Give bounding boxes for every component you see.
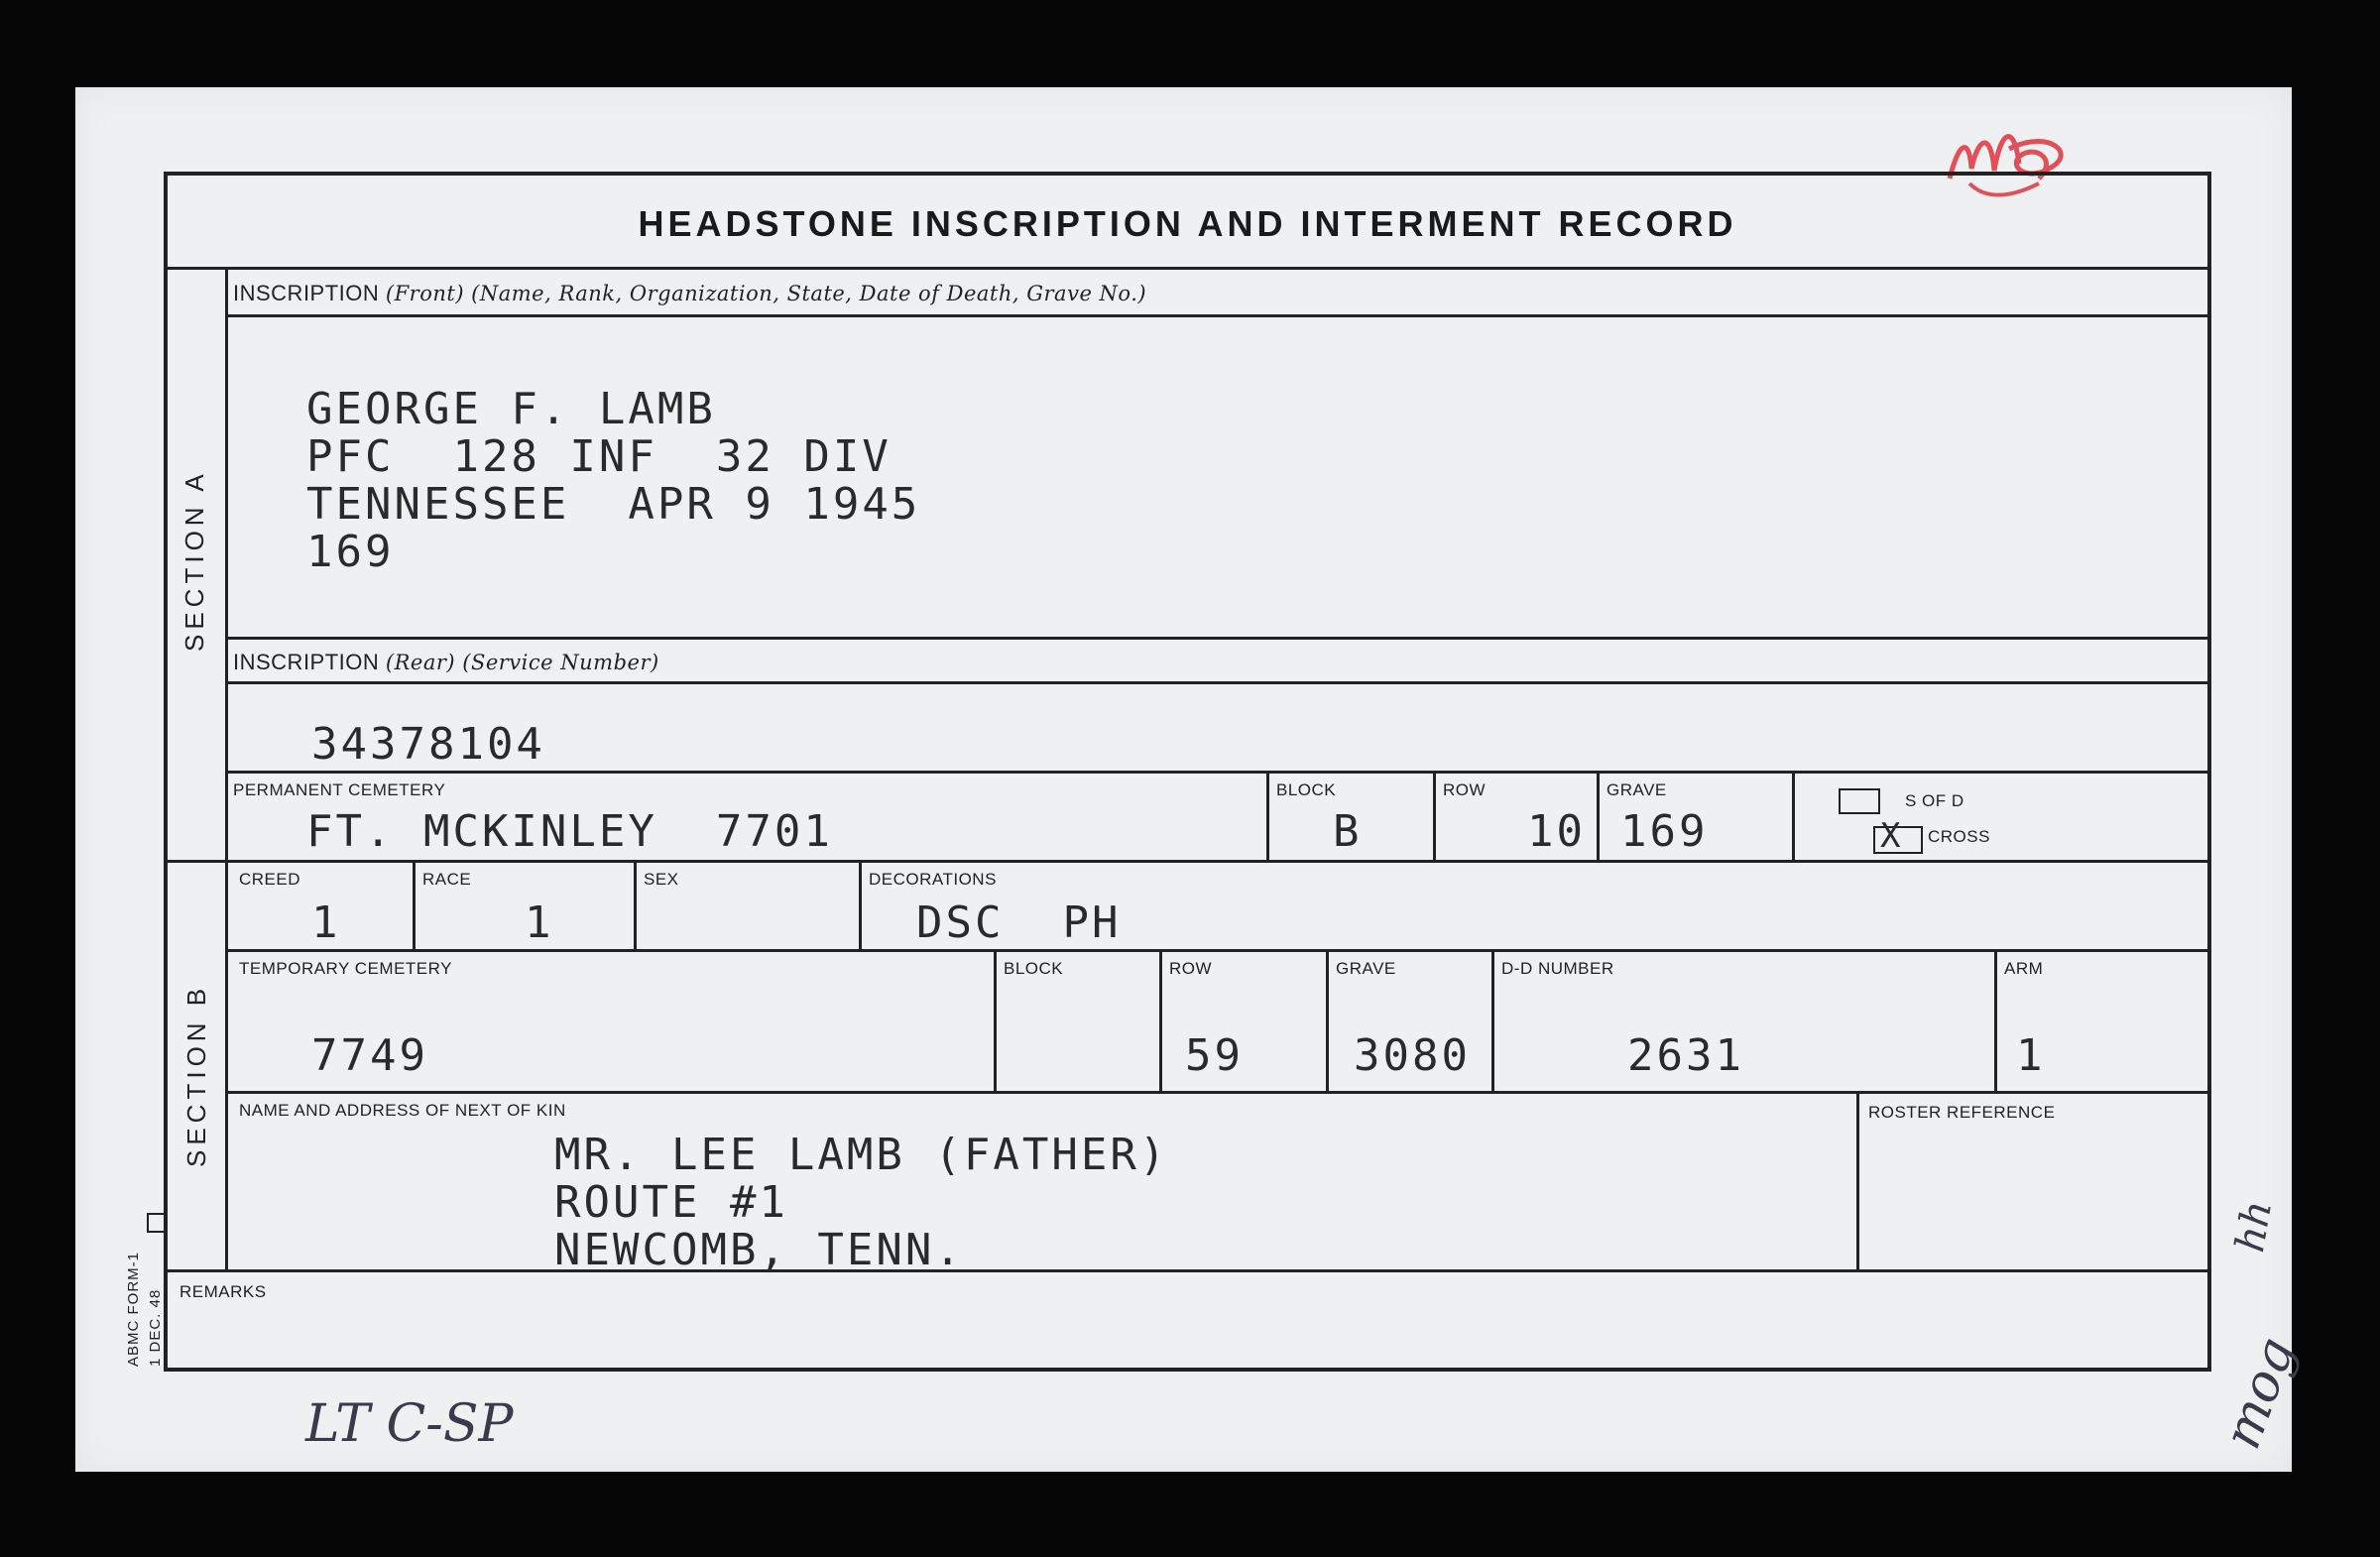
next-of-kin-line3: NEWCOMB, TENN. <box>554 1225 964 1275</box>
section-b-label: SECTION B <box>181 983 211 1167</box>
s-of-d-label: S OF D <box>1905 791 1964 810</box>
handwritten-note-bottom: LT C-SP <box>305 1394 514 1454</box>
remarks-label: REMARKS <box>179 1282 267 1301</box>
inscription-front-line3: TENNESSEE APR 9 1945 <box>306 479 921 530</box>
cross-check-mark: X <box>1880 816 1904 856</box>
form-frame <box>164 172 2211 1372</box>
permanent-row-value: 10 <box>1527 806 1586 857</box>
next-of-kin-label: NAME AND ADDRESS OF NEXT OF KIN <box>239 1101 566 1120</box>
form-corner-box <box>147 1213 167 1233</box>
inscription-front-line2: PFC 128 INF 32 DIV <box>306 431 892 482</box>
temporary-grave-label: GRAVE <box>1336 959 1396 978</box>
inscription-front-line1: GEORGE F. LAMB <box>306 384 716 434</box>
form-date: 1 DEC. 48 <box>147 1288 164 1367</box>
permanent-block-value: B <box>1333 806 1363 857</box>
handwritten-initials-side: hh <box>2227 1197 2282 1256</box>
permanent-grave-label: GRAVE <box>1606 780 1667 799</box>
section-a-label: SECTION A <box>179 469 209 652</box>
form-id: ABMC FORM-1 <box>125 1252 142 1367</box>
arm-value: 1 <box>2016 1030 2046 1081</box>
inscription-front-line4: 169 <box>306 527 395 577</box>
form-title: HEADSTONE INSCRIPTION AND INTERMENT RECORD <box>638 203 1737 244</box>
temporary-cemetery-value: 7749 <box>311 1030 428 1081</box>
permanent-cemetery-value: FT. MCKINLEY 7701 <box>306 806 833 857</box>
inscription-rear-label: INSCRIPTION (Rear) (Service Number) <box>233 650 659 674</box>
dd-number-value: 2631 <box>1627 1030 1744 1081</box>
service-number: 34378104 <box>311 719 545 770</box>
next-of-kin-line1: MR. LEE LAMB (FATHER) <box>554 1130 1169 1180</box>
permanent-row-label: ROW <box>1443 780 1487 799</box>
decorations-label: DECORATIONS <box>869 870 997 889</box>
race-label: RACE <box>422 870 472 889</box>
temporary-row-value: 59 <box>1185 1030 1244 1081</box>
permanent-grave-value: 169 <box>1620 806 1709 857</box>
creed-value: 1 <box>311 898 341 948</box>
cross-label: CROSS <box>1928 827 1990 846</box>
temporary-block-label: BLOCK <box>1004 959 1064 978</box>
permanent-cemetery-label: PERMANENT CEMETERY <box>233 780 446 799</box>
sex-label: SEX <box>644 870 679 889</box>
temporary-cemetery-label: TEMPORARY CEMETERY <box>239 959 452 978</box>
decorations-value: DSC PH <box>916 898 1122 948</box>
record-card <box>75 87 2308 1472</box>
s-of-d-checkbox <box>1839 788 1880 814</box>
temporary-grave-value: 3080 <box>1354 1030 1471 1081</box>
temporary-row-label: ROW <box>1169 959 1213 978</box>
handwritten-note-side: mog <box>2212 1329 2308 1457</box>
creed-label: CREED <box>239 870 301 889</box>
roster-reference-label: ROSTER REFERENCE <box>1868 1103 2056 1122</box>
race-value: 1 <box>525 898 554 948</box>
next-of-kin-line2: ROUTE #1 <box>554 1177 788 1228</box>
dd-number-label: D-D NUMBER <box>1501 959 1614 978</box>
permanent-block-label: BLOCK <box>1276 780 1337 799</box>
inscription-front-label: INSCRIPTION (Front) (Name, Rank, Organization, State, Date of Death, Grave No.) <box>233 281 1147 305</box>
arm-label: ARM <box>2004 959 2044 978</box>
